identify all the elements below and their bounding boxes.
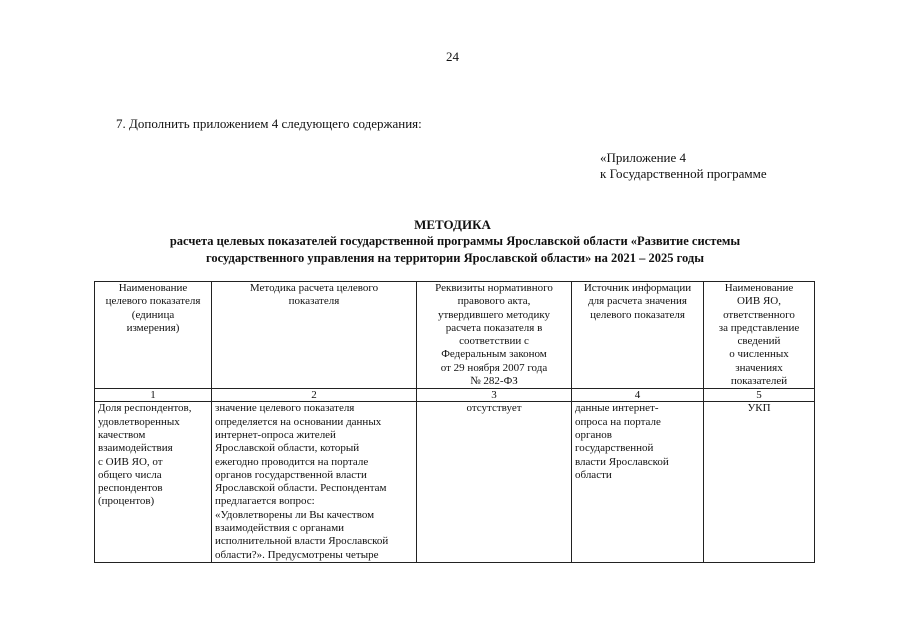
column-number: 5: [704, 389, 815, 402]
subtitle-line-2: государственного управления на территории Ярославской области» на 2021 – 2025 годы: [206, 251, 704, 265]
column-number-row: [95, 389, 815, 402]
header-indicator-name: Наименование целевого показателя (единица измерения): [95, 282, 212, 389]
column-number: 3: [417, 389, 572, 402]
header-legal-act: Реквизиты нормативного правового акта, утвердившего методику расчета показателя в соответствии с Федеральным законом от 29 ноября 2007 года № 282-ФЗ: [417, 282, 572, 389]
appendix-ref-line1: «Приложение 4: [600, 150, 687, 165]
column-number: 1: [95, 389, 212, 402]
header-calculation-method: Методика расчета целевого показателя: [212, 282, 417, 389]
column-number: 2: [212, 389, 417, 402]
cell-legal-act: отсутствует: [417, 402, 572, 563]
cell-method: значение целевого показателя определяется на основании данных интернет-опроса жителей Ярославской области, который ежегодно проводится на портале органов государственной власти Ярославской области. Респондентам предлагается вопрос: «Удовлетворены ли Вы качеством взаимодействия с органами исполнительной власти Ярославской области?». Предусмотрены четыре: [212, 402, 417, 563]
table-header-row: [95, 282, 815, 389]
methodology-table: [94, 281, 815, 563]
header-data-source: Источник информации для расчета значения целевого показателя: [572, 282, 704, 389]
table-row: [95, 402, 815, 563]
cell-source: данные интернет- опроса на портале органов государственной власти Ярославской области: [572, 402, 704, 563]
document-subtitle: [110, 233, 800, 267]
amendment-paragraph: 7. Дополнить приложением 4 следующего содержания:: [116, 116, 422, 131]
column-number: 4: [572, 389, 704, 402]
document-title: МЕТОДИКА: [414, 217, 491, 232]
page-number: 24: [446, 49, 459, 64]
appendix-ref-line2: к Государственной программе: [600, 166, 767, 181]
subtitle-line-1: расчета целевых показателей государственной программы Ярославской области «Развитие системы: [169, 234, 741, 248]
appendix-reference: [600, 150, 767, 182]
cell-responsible: УКП: [704, 402, 815, 563]
header-responsible-body: Наименование ОИВ ЯО, ответственного за представление сведений о численных значениях показателей: [704, 282, 815, 389]
cell-indicator: Доля респондентов, удовлетворенных качеством взаимодействия с ОИВ ЯО, от общего числа респондентов (процентов): [95, 402, 212, 563]
